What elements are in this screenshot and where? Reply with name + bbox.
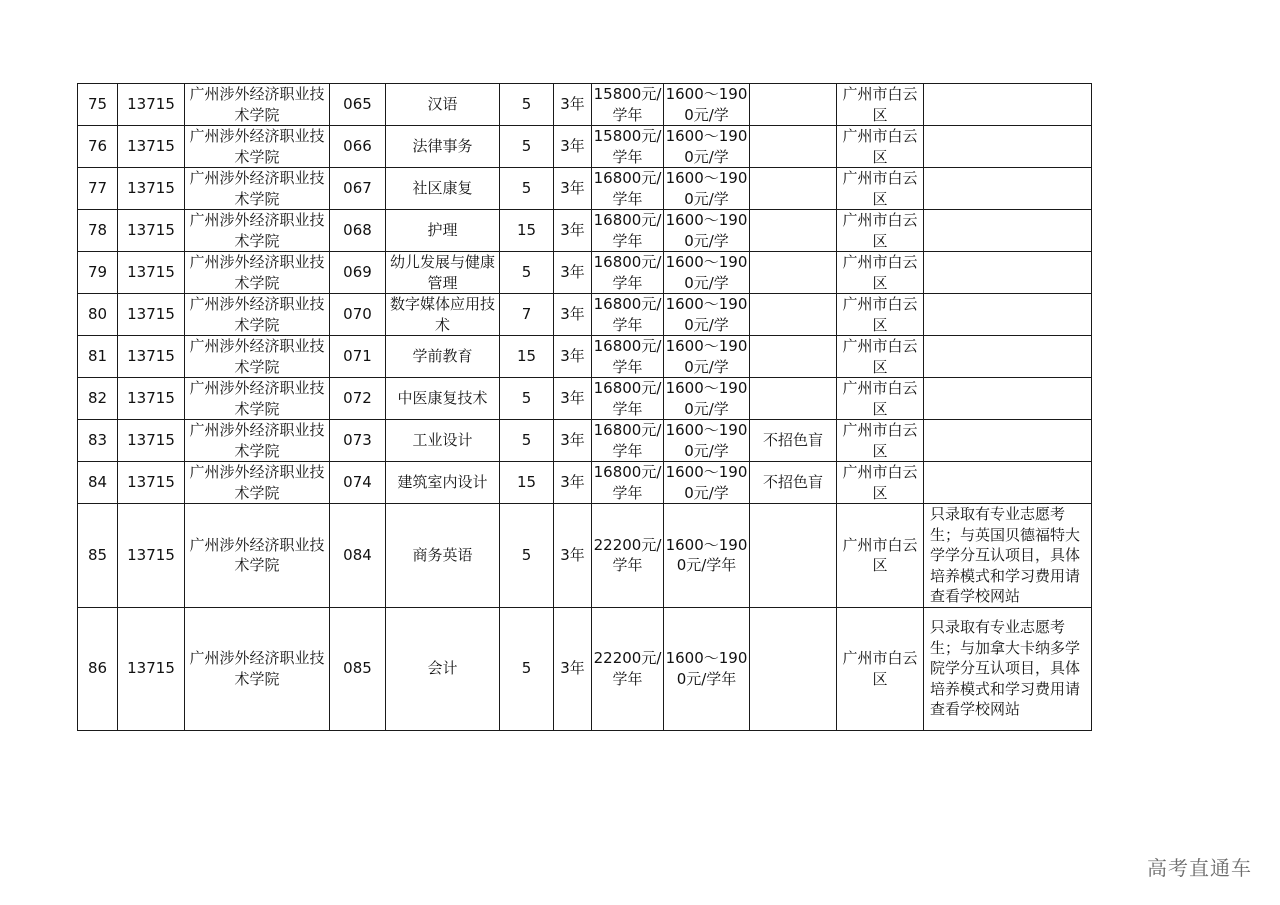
cell-major-name: 社区康复 [386, 168, 500, 210]
cell-index: 80 [78, 294, 118, 336]
cell-school-name: 广州涉外经济职业技术学院 [185, 126, 330, 168]
cell-school-code: 13715 [118, 462, 185, 504]
cell-major-code: 071 [330, 336, 386, 378]
cell-lodging-fee: 1600～1900元/学 [664, 378, 750, 420]
cell-major-name: 建筑室内设计 [386, 462, 500, 504]
cell-school-name: 广州涉外经济职业技术学院 [185, 504, 330, 608]
cell-index: 76 [78, 126, 118, 168]
cell-lodging-fee: 1600～1900元/学年 [664, 607, 750, 730]
cell-duration: 3年 [554, 462, 592, 504]
cell-major-name: 会计 [386, 607, 500, 730]
cell-major-code: 070 [330, 294, 386, 336]
table-row [78, 420, 1092, 462]
cell-lodging-fee: 1600～1900元/学 [664, 168, 750, 210]
cell-plan-count: 15 [500, 210, 554, 252]
cell-restriction [750, 378, 837, 420]
cell-major-code: 068 [330, 210, 386, 252]
cell-school-code: 13715 [118, 210, 185, 252]
cell-location: 广州市白云区 [837, 378, 924, 420]
cell-lodging-fee: 1600～1900元/学 [664, 210, 750, 252]
cell-duration: 3年 [554, 607, 592, 730]
cell-plan-count: 5 [500, 84, 554, 126]
cell-school-name: 广州涉外经济职业技术学院 [185, 420, 330, 462]
cell-restriction [750, 252, 837, 294]
cell-school-code: 13715 [118, 294, 185, 336]
cell-index: 79 [78, 252, 118, 294]
cell-location: 广州市白云区 [837, 294, 924, 336]
cell-duration: 3年 [554, 336, 592, 378]
cell-restriction [750, 504, 837, 608]
table-row [78, 462, 1092, 504]
cell-duration: 3年 [554, 252, 592, 294]
cell-location: 广州市白云区 [837, 126, 924, 168]
cell-restriction [750, 210, 837, 252]
cell-major-code: 074 [330, 462, 386, 504]
cell-location: 广州市白云区 [837, 504, 924, 608]
table-row [78, 84, 1092, 126]
cell-note [924, 210, 1092, 252]
cell-school-code: 13715 [118, 607, 185, 730]
cell-school-name: 广州涉外经济职业技术学院 [185, 252, 330, 294]
cell-note [924, 126, 1092, 168]
cell-plan-count: 5 [500, 378, 554, 420]
cell-plan-count: 5 [500, 504, 554, 608]
cell-duration: 3年 [554, 126, 592, 168]
cell-school-name: 广州涉外经济职业技术学院 [185, 210, 330, 252]
cell-school-code: 13715 [118, 420, 185, 462]
cell-tuition: 16800元/学年 [592, 336, 664, 378]
cell-major-name: 汉语 [386, 84, 500, 126]
cell-restriction [750, 336, 837, 378]
cell-lodging-fee: 1600～1900元/学年 [664, 504, 750, 608]
cell-school-name: 广州涉外经济职业技术学院 [185, 462, 330, 504]
cell-restriction [750, 294, 837, 336]
cell-major-code: 073 [330, 420, 386, 462]
cell-tuition: 16800元/学年 [592, 210, 664, 252]
cell-major-name: 工业设计 [386, 420, 500, 462]
cell-note [924, 462, 1092, 504]
cell-plan-count: 15 [500, 462, 554, 504]
cell-major-code: 066 [330, 126, 386, 168]
admissions-table [77, 83, 1092, 731]
cell-plan-count: 7 [500, 294, 554, 336]
table-row [78, 378, 1092, 420]
cell-school-name: 广州涉外经济职业技术学院 [185, 378, 330, 420]
cell-major-name: 幼儿发展与健康管理 [386, 252, 500, 294]
cell-major-name: 护理 [386, 210, 500, 252]
cell-tuition: 22200元/学年 [592, 607, 664, 730]
cell-duration: 3年 [554, 168, 592, 210]
cell-restriction: 不招色盲 [750, 462, 837, 504]
cell-location: 广州市白云区 [837, 252, 924, 294]
cell-location: 广州市白云区 [837, 168, 924, 210]
cell-location: 广州市白云区 [837, 210, 924, 252]
table-body [78, 84, 1092, 731]
cell-major-name: 数字媒体应用技术 [386, 294, 500, 336]
cell-plan-count: 5 [500, 168, 554, 210]
cell-tuition: 16800元/学年 [592, 378, 664, 420]
cell-note [924, 252, 1092, 294]
cell-school-code: 13715 [118, 378, 185, 420]
table-row [78, 126, 1092, 168]
table-row [78, 294, 1092, 336]
cell-major-code: 069 [330, 252, 386, 294]
cell-school-code: 13715 [118, 126, 185, 168]
cell-tuition: 22200元/学年 [592, 504, 664, 608]
cell-lodging-fee: 1600～1900元/学 [664, 126, 750, 168]
table-row [78, 252, 1092, 294]
cell-restriction: 不招色盲 [750, 420, 837, 462]
cell-note [924, 84, 1092, 126]
cell-plan-count: 15 [500, 336, 554, 378]
cell-restriction [750, 607, 837, 730]
cell-index: 82 [78, 378, 118, 420]
cell-major-name: 学前教育 [386, 336, 500, 378]
cell-tuition: 16800元/学年 [592, 168, 664, 210]
cell-index: 83 [78, 420, 118, 462]
cell-duration: 3年 [554, 378, 592, 420]
cell-location: 广州市白云区 [837, 84, 924, 126]
cell-major-code: 065 [330, 84, 386, 126]
cell-restriction [750, 126, 837, 168]
cell-index: 85 [78, 504, 118, 608]
cell-note [924, 336, 1092, 378]
cell-duration: 3年 [554, 84, 592, 126]
cell-plan-count: 5 [500, 607, 554, 730]
cell-note: 只录取有专业志愿考生；与英国贝德福特大学学分互认项目，具体培养模式和学习费用请查看学校网站 [924, 504, 1092, 608]
cell-duration: 3年 [554, 294, 592, 336]
cell-school-code: 13715 [118, 252, 185, 294]
table-row [78, 168, 1092, 210]
cell-major-code: 072 [330, 378, 386, 420]
cell-index: 77 [78, 168, 118, 210]
table-row [78, 607, 1092, 730]
cell-duration: 3年 [554, 210, 592, 252]
cell-index: 86 [78, 607, 118, 730]
cell-school-code: 13715 [118, 84, 185, 126]
cell-major-code: 084 [330, 504, 386, 608]
cell-restriction [750, 168, 837, 210]
cell-lodging-fee: 1600～1900元/学 [664, 420, 750, 462]
cell-plan-count: 5 [500, 420, 554, 462]
cell-note [924, 168, 1092, 210]
cell-lodging-fee: 1600～1900元/学 [664, 336, 750, 378]
cell-duration: 3年 [554, 420, 592, 462]
cell-note [924, 294, 1092, 336]
watermark-text: 高考直通车 [1147, 856, 1252, 880]
cell-major-name: 商务英语 [386, 504, 500, 608]
cell-note [924, 378, 1092, 420]
cell-lodging-fee: 1600～1900元/学 [664, 294, 750, 336]
cell-lodging-fee: 1600～1900元/学 [664, 462, 750, 504]
cell-school-code: 13715 [118, 504, 185, 608]
cell-restriction [750, 84, 837, 126]
cell-index: 84 [78, 462, 118, 504]
cell-note: 只录取有专业志愿考生；与加拿大卡纳多学院学分互认项目，具体培养模式和学习费用请查看学校网站 [924, 607, 1092, 730]
cell-lodging-fee: 1600～1900元/学 [664, 84, 750, 126]
cell-school-name: 广州涉外经济职业技术学院 [185, 294, 330, 336]
cell-tuition: 15800元/学年 [592, 84, 664, 126]
cell-location: 广州市白云区 [837, 462, 924, 504]
cell-index: 78 [78, 210, 118, 252]
table-row [78, 336, 1092, 378]
cell-duration: 3年 [554, 504, 592, 608]
cell-plan-count: 5 [500, 252, 554, 294]
table-row [78, 504, 1092, 608]
cell-location: 广州市白云区 [837, 336, 924, 378]
cell-plan-count: 5 [500, 126, 554, 168]
cell-major-code: 085 [330, 607, 386, 730]
cell-school-code: 13715 [118, 336, 185, 378]
cell-lodging-fee: 1600～1900元/学 [664, 252, 750, 294]
cell-major-name: 中医康复技术 [386, 378, 500, 420]
cell-tuition: 15800元/学年 [592, 126, 664, 168]
cell-tuition: 16800元/学年 [592, 420, 664, 462]
cell-school-name: 广州涉外经济职业技术学院 [185, 607, 330, 730]
cell-school-name: 广州涉外经济职业技术学院 [185, 84, 330, 126]
cell-school-name: 广州涉外经济职业技术学院 [185, 336, 330, 378]
cell-location: 广州市白云区 [837, 607, 924, 730]
cell-major-name: 法律事务 [386, 126, 500, 168]
cell-location: 广州市白云区 [837, 420, 924, 462]
table-row [78, 210, 1092, 252]
cell-index: 81 [78, 336, 118, 378]
cell-tuition: 16800元/学年 [592, 462, 664, 504]
cell-tuition: 16800元/学年 [592, 294, 664, 336]
cell-note [924, 420, 1092, 462]
cell-tuition: 16800元/学年 [592, 252, 664, 294]
cell-school-code: 13715 [118, 168, 185, 210]
cell-index: 75 [78, 84, 118, 126]
cell-school-name: 广州涉外经济职业技术学院 [185, 168, 330, 210]
cell-major-code: 067 [330, 168, 386, 210]
